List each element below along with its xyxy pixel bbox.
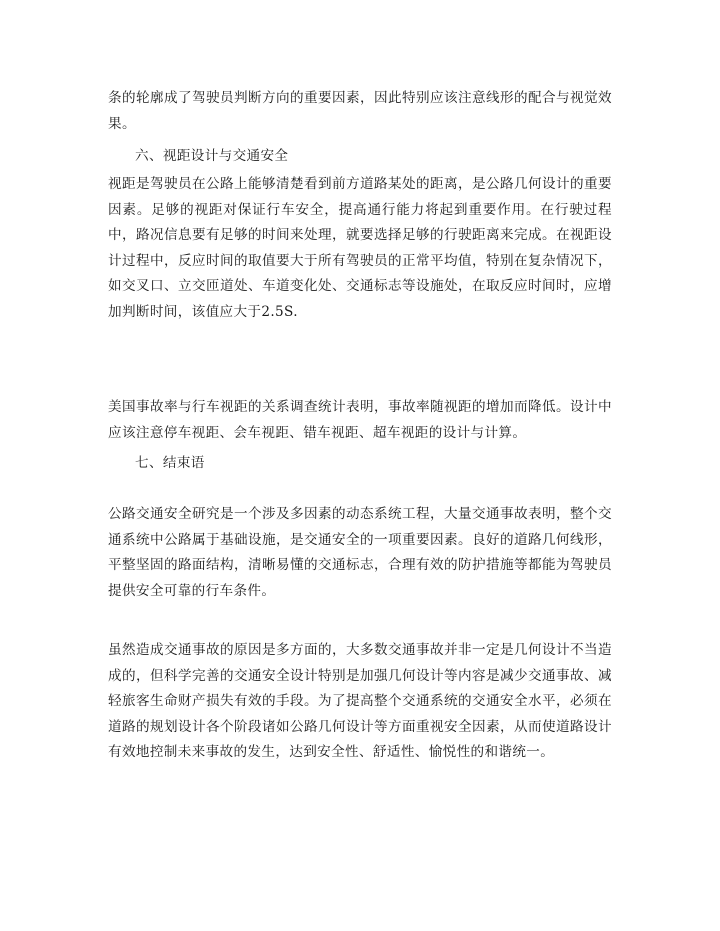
us-statistics-paragraph: 美国事故率与行车视距的关系调查统计表明，事故率随视距的增加而降低。设计中应该注意停车视距、会车视距、错车视距、超车视距的设计与计算。 [108, 399, 612, 441]
section-six-heading: 六、视距设计与交通安全 [135, 148, 289, 164]
intro-paragraph: 条的轮廓成了驾驶员判断方向的重要因素，因此特别应该注意线形的配合与视觉效果。 [108, 90, 612, 132]
conclusion-paragraph-1: 公路交通安全研究是一个涉及多因素的动态系统工程，大量交通事故表明，整个交通系统中公路属于基础设施，是交通安全的一项重要因素。良好的道路几何线形，平整坚固的路面结构，清晰易懂的交通标志，合理有效的防护措施等都能为驾驶员提供安全可靠的行车条件。 [108, 506, 612, 599]
sight-distance-paragraph: 视距是驾驶员在公路上能够清楚看到前方道路某处的距离，是公路几何设计的重要因素。足够的视距对保证行车安全，提高通行能力将起到重要作用。在行驶过程中，路况信息要有足够的时间来处理，就要选择足够的行驶距离来完成。在视距设计过程中，反应时间的取值要大于所有驾驶员的正常平均值，特别在复杂情况下，如交叉口、立交匝道处、车道变化处、交通标志等设施处，在取反应时间时，应增加判断时间，该值应大于2.5S. [108, 176, 612, 320]
conclusion-paragraph-2: 虽然造成交通事故的原因是多方面的，大多数交通事故并非一定是几何设计不当造成的，但科学完善的交通安全设计特别是加强几何设计等内容是减少交通事故、减轻旅客生命财产损失有效的手段。为了提高整个交通系统的交通安全水平，必须在道路的规划设计各个阶段诸如公路几何设计等方面重视安全因素，从而使道路设计有效地控制未来事故的发生，达到安全性、舒适性、愉悦性的和谐统一。 [108, 642, 612, 761]
section-seven-heading: 七、结束语 [135, 455, 205, 471]
